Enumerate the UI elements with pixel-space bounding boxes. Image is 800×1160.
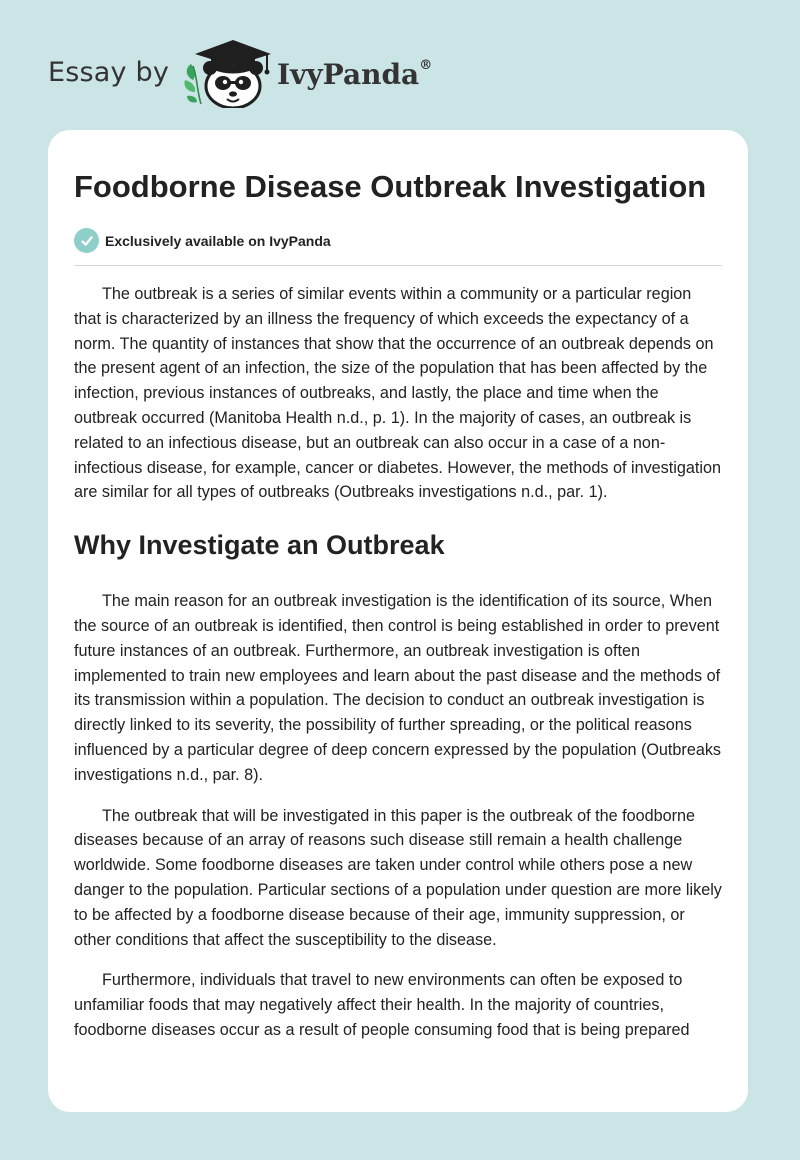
checkmark-icon (74, 228, 99, 253)
body-paragraph: Furthermore, individuals that travel to new environments can often be exposed to unfamiliar foods that may negatively affect their health. In the majority of countries, foodborne diseases occur as a result of people consuming food that is being prepared (74, 971, 690, 1039)
panda-graduation-cap-logo-icon[interactable] (183, 36, 275, 108)
brand-name: IvyPanda® (277, 57, 433, 91)
article-card (48, 130, 748, 1112)
body-paragraph: The main reason for an outbreak investigation is the identification of its source, When the source of an outbreak is identified, then control is being established in order to prevent future instances of an outbreak. Furthermore, an outbreak investigation is often implemented to train new employees and learn about the past disease and the methods of its transmission within a population. The decision to conduct an outbreak investigation is directly linked to its severity, the possibility of further spreading, or the political reasons influenced by a particular degree of deep concern expressed by the population (Outbreaks investigations n.d., par. 8). (74, 592, 722, 784)
registered-mark: ® (419, 58, 433, 74)
intro-paragraph: The outbreak is a series of similar events within a community or a particular region that is characterized by an illness the frequency of which exceeds the expectancy of a norm. The quantity of instances that show that the occurrence of an outbreak depends on the present agent of an infection, the size of the population that has been affected by the infection, previous instances of outbreaks, and lastly, the place and time when the outbreak occurred (Manitoba Health n.d., p. 1). In the majority of cases, an outbreak is related to an infectious disease, but an outbreak can also occur in a case of a non-infectious disease, for example, cancer or diabetes. However, the methods of investigation are similar for all types of outbreaks (Outbreaks investigations n.d., par. 1). (74, 285, 721, 502)
section-heading: Why Investigate an Outbreak (74, 530, 445, 561)
exclusive-badge (74, 228, 722, 266)
site-header (48, 36, 432, 108)
body-paragraph: The outbreak that will be investigated in this paper is the outbreak of the foodborne diseases because of an array of reasons such disease still remain a health challenge worldwide. Some foodborne diseases are taken under control while others pose a new danger to the population. Particular sections of a population under question are more likely to be affected by a foodborne disease because of their age, immunity suppression, or other conditions that affect the susceptibility to the disease. (74, 806, 722, 949)
exclusive-badge-text: Exclusively available on IvyPanda (105, 232, 331, 249)
essay-by-label: Essay by (48, 56, 170, 88)
article-content (48, 130, 748, 1043)
article-title: Foodborne Disease Outbreak Investigation (74, 169, 707, 204)
